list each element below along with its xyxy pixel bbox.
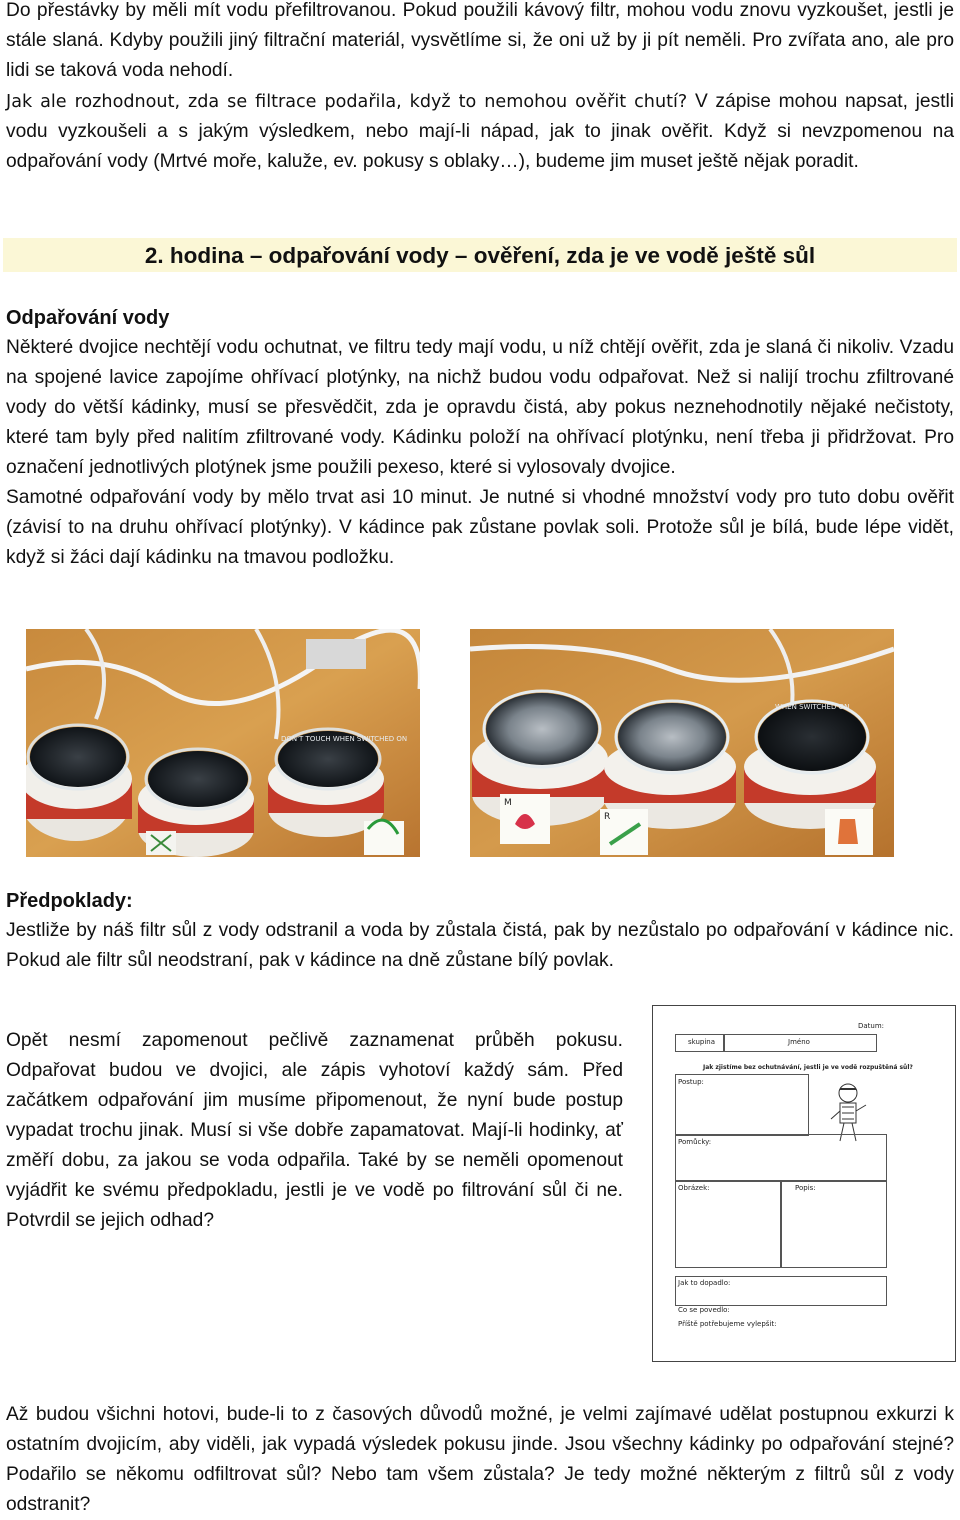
form-obrazek-label: Obrázek:: [678, 1184, 710, 1192]
photo-hotplates-2: [470, 629, 894, 857]
cup2-printed-text: WHEN SWITCHED ON: [775, 703, 850, 711]
predpoklady-text: Jestliže by náš filtr sůl z vody odstranil a voda by zůstala čistá, pak by nezůstalo po odpařování v kádince nic. Pokud ale filtr sůl neodstraní, pak v kádince na dně zůstane bílý povlak.: [6, 920, 954, 971]
worksheet-thumbnail: [652, 1005, 956, 1362]
odparovani-heading: Odpařování vody: [6, 307, 170, 329]
intro-sentence-1: Do přestávky by měli mít vodu přefiltrovanou. Pokud použili kávový filtr, mohou vodu znovu vyzkoušet, jestli je stále slaná. Kdyby použili jiný filtrační materiál, vysvětlíme si, že oni už by ji pít neměli. Pro zvířata ano, ale pro lidi se taková voda nehodí.: [6, 0, 954, 82]
form-datum-label: Datum:: [858, 1022, 885, 1030]
section-title: 2. hodina – odpařování vody – ověření, zda je ve vodě ještě sůl: [144, 243, 816, 268]
form-popis-box: [780, 1180, 887, 1268]
cup-printed-text: DON'T TOUCH WHEN SWITCHED ON: [281, 735, 408, 743]
form-pomucky-label: Pomůcky:: [678, 1138, 712, 1146]
section-title-band: [3, 238, 957, 272]
zaver-paragraph: Až budou všichni hotovi, bude-li to z časových důvodů možné, je velmi zajímavé udělat postupnou exkurzi k ostatním dvojicím, aby viděli, jak vypadá výsledek pokusu jinde. Jsou všechny kádinky po odpařování stejné? Podařilo se někomu odfiltrovat sůl? Nebo tam všem zůstala? Je tedy možné některým z filtrů sůl z vody odstranit?: [6, 1404, 954, 1515]
form-jak-dopadlo-label: Jak to dopadlo:: [678, 1279, 731, 1287]
form-obrazek-box: [675, 1180, 782, 1268]
form-popis-label: Popis:: [795, 1184, 816, 1192]
intro-paragraph: [6, 0, 954, 177]
form-co-povedlo-label: Co se povedlo:: [678, 1306, 730, 1314]
odparovani-paragraph: [6, 333, 954, 573]
form-jmeno-label: Jméno: [788, 1038, 810, 1046]
photo-hotplates-1: [26, 629, 420, 857]
card-letter-2: R: [604, 812, 611, 822]
form-priste-label: Příště potřebujeme vylepšit:: [678, 1320, 777, 1328]
intro-sentence-3: V zápise mohou napsat, jestli vodu vyzkoušeli a s jakým výsledkem, nebo mají-li nápad, jak to jinak ověřit. Když si nevzpomenou na odpařování vody (Mrtvé moře, kaluže, ev. pokusy s oblaky…), budeme jim muset ještě nějak poradit.: [6, 90, 954, 173]
predpoklady-heading: Předpoklady:: [6, 890, 133, 912]
odparovani-text-2: Samotné odpařování vody by mělo trvat asi 10 minut. Je nutné si vhodné množství vody pro tuto dobu ověřit (závisí to na druhu ohřívací plotýnky). V kádince pak zůstane povlak soli. Protože sůl je bílá, bude lépe vidět, když si žáci dají kádinku na tmavou podložku.: [6, 487, 954, 568]
form-postup-label: Postup:: [678, 1078, 704, 1086]
form-question: Jak zjistíme bez ochutnávání, jestli je ve vodě rozpuštěná sůl?: [703, 1064, 913, 1071]
zapis-paragraph: Opět nesmí zapomenout pečlivě zaznamenat průběh pokusu. Odpařovat budou ve dvojici, ale zápis vyhotoví každý sám. Před začátkem odpařování jim musíme připomenout, že nyní bude postup vypadat trochu jinak. Musí si vše dobře zapamatovat. Mají-li hodinky, ať změří dobu, za jakou se voda odpařila. Také by se neměli opomenout vyjádřit ke svému předpokladu, jestli je ve vodě po filtrování sůl či ne. Potvrdil se jejich odhad?: [6, 1030, 623, 1231]
intro-sentence-2: Jak ale rozhodnout, zda se filtrace podařila, když to nemohou ověřit chutí?: [6, 91, 688, 112]
odparovani-text: Některé dvojice nechtějí vodu ochutnat, ve filtru tedy mají vodu, u níž chtějí ověřit, zda je slaná či nikoliv. Vzadu na spojené lavice zapojíme ohřívací plotýnky, na nichž budou vodu odpařovat. Než si nalijí trochu zfiltrované vody do větší kádinky, musí se přesvědčit, zda je opravdu čistá, aby pokus neznehodnotily nějaké nečistoty, které tam byly před nalitím zfiltrované vody. Kádinku položí na ohřívací plotýnku, není třeba ji přidržovat. Pro označení jednotlivých plotýnek jsme použili pexeso, které si vylosovaly dvojice.: [6, 337, 954, 478]
card-letter-1: M: [504, 798, 512, 808]
form-skupina-label: skupina: [688, 1038, 716, 1046]
